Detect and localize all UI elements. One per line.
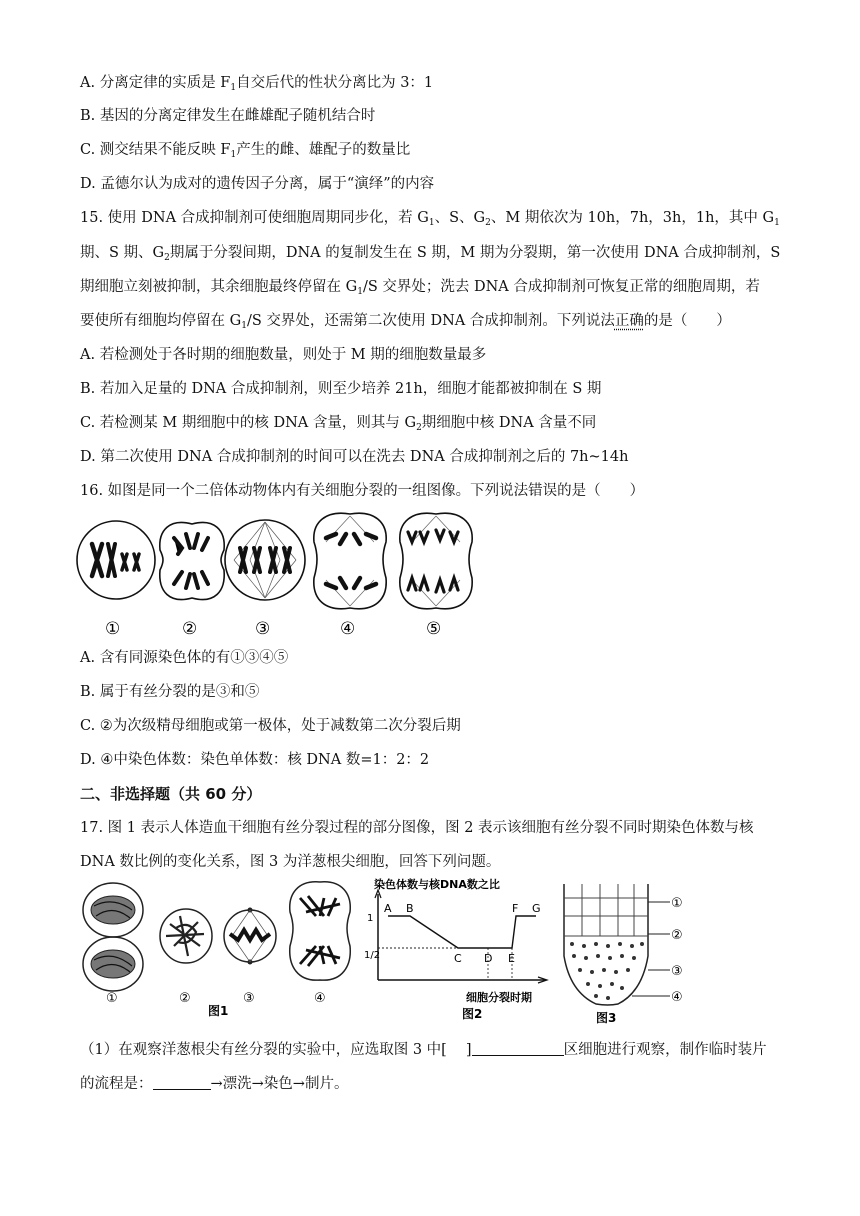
point-label-D: D xyxy=(484,952,493,965)
blank-region-name[interactable] xyxy=(472,1041,564,1056)
cell-label-4: ④ xyxy=(340,619,356,639)
fig1-caption: 图1 xyxy=(208,1004,229,1018)
fig1-label-1: ① xyxy=(106,991,118,1006)
ytick-half: 1/2 xyxy=(364,950,381,961)
q14-option-b: B. 基因的分离定律发生在雌雄配子随机结合时 xyxy=(80,108,376,124)
q16-option-d: D. ④中染色体数：染色单体数：核 DNA 数=1：2：2 xyxy=(80,752,430,768)
emphasis-correct: 正确 xyxy=(614,313,644,329)
q16-option-a: A. 含有同源染色体的有①③④⑤ xyxy=(80,650,289,666)
fig1-label-2: ② xyxy=(179,991,191,1006)
fig1-cell-4 xyxy=(290,882,351,980)
cell-label-1: ① xyxy=(105,619,121,639)
point-label-B: B xyxy=(406,902,414,915)
fig1-cell-1 xyxy=(83,883,143,991)
q17-stem-line2: DNA 数比例的变化关系，图 3 为洋葱根尖细胞，回答下列问题。 xyxy=(80,854,501,870)
q14-option-d: D. 孟德尔认为成对的遗传因子分离，属于“演绎”的内容 xyxy=(80,176,435,192)
cell-5 xyxy=(400,513,472,609)
q15-stem-line2: 期、S 期、$G_2$期属于分裂间期，DNA 的复制发生在 S 期，M 期为分裂期，第一次使用 DNA 合成抑制剂，S xyxy=(80,245,781,263)
q14-option-a: A. 分离定律的实质是 $F_1$自交后代的性状分离比为 3：1 xyxy=(80,75,434,93)
fig2-caption: 图2 xyxy=(462,1007,483,1021)
point-label-G: G xyxy=(532,902,541,915)
fig3-label-1: ① xyxy=(671,896,683,911)
root-tip-drawing xyxy=(564,884,670,1005)
q17-sub1-line2: 的流程是： →漂洗→染色→制片。 xyxy=(80,1076,349,1092)
point-label-F: F xyxy=(512,902,519,915)
fig1-label-4: ④ xyxy=(314,991,326,1006)
figure-2-chart xyxy=(366,876,556,1024)
chart-ylabel: 染色体数与核DNA数之比 xyxy=(374,878,500,891)
cell-2 xyxy=(160,522,224,599)
q15-option-c: C. 若检测某 M 期细胞中的核 DNA 含量，则其与 $G_2$期细胞中核 DNA 含量不同 xyxy=(80,415,597,433)
ytick-1: 1 xyxy=(367,913,374,924)
point-label-C: C xyxy=(454,952,462,965)
q15-stem-line3: 期细胞立刻被抑制，其余细胞最终停留在 $G_1/S$ 交界处；洗去 DNA 合成抑制剂可恢复正常的细胞周期，若 xyxy=(80,279,760,297)
figure-3 xyxy=(552,876,702,1026)
q15-stem-line4: 要使所有细胞均停留在 $G_1/S$ 交界处，还需第二次使用 DNA 合成抑制剂。下列说法正确的是（ ） xyxy=(80,313,731,331)
point-label-E: E xyxy=(508,952,515,965)
q17-sub1-line1: （1）在观察洋葱根尖有丝分裂的实验中，应选取图 3 中[ ] 区细胞进行观察，制作临时装片 xyxy=(80,1042,767,1058)
q15-option-b: B. 若加入足量的 DNA 合成抑制剂，则至少培养 21h，细胞才能都被抑制在 S 期 xyxy=(80,381,602,397)
cell-label-3: ③ xyxy=(255,619,271,639)
fig1-label-3: ③ xyxy=(243,991,255,1006)
q15-stem-line1: 15. 使用 DNA 合成抑制剂可使细胞周期同步化，若 $G_1$、S、$G_2$、M 期依次为 10h，7h，3h，1h，其中 $G_1$ xyxy=(80,210,780,228)
q14-option-c: C. 测交结果不能反映 $F_1$产生的雌、雄配子的数量比 xyxy=(80,142,411,160)
figure-1 xyxy=(80,876,370,1016)
fig1-cell-2 xyxy=(160,909,212,963)
q16-option-b: B. 属于有丝分裂的是③和⑤ xyxy=(80,684,260,700)
fig1-cell-3 xyxy=(224,908,276,965)
fig3-label-4: ④ xyxy=(671,990,683,1005)
q17-stem-line1: 17. 图 1 表示人体造血干细胞有丝分裂过程的部分图像，图 2 表示该细胞有丝分裂不同时期染色体数与核 xyxy=(80,820,754,836)
cell-label-5: ⑤ xyxy=(426,619,442,639)
cell-4 xyxy=(314,513,386,609)
point-label-A: A xyxy=(384,902,392,915)
cell-label-2: ② xyxy=(182,619,198,639)
cell-1 xyxy=(77,521,155,599)
fig3-caption: 图3 xyxy=(596,1011,617,1025)
fig3-label-2: ② xyxy=(671,928,683,943)
q15-option-a: A. 若检测处于各时期的细胞数量，则处于 M 期的细胞数量最多 xyxy=(80,347,487,363)
cell-3 xyxy=(225,520,305,600)
chart-xlabel: 细胞分裂时期 xyxy=(466,991,532,1004)
q16-stem: 16. 如图是同一个二倍体动物体内有关细胞分裂的一组图像。下列说法错误的是（ ） xyxy=(80,483,645,499)
q16-option-c: C. ②为次级精母细胞或第一极体，处于减数第二次分裂后期 xyxy=(80,718,461,734)
q15-option-d: D. 第二次使用 DNA 合成抑制剂的时间可以在洗去 DNA 合成抑制剂之后的 7h~14h xyxy=(80,449,629,465)
section-title: 二、非选择题（共 60 分） xyxy=(80,785,262,803)
q16-cell-figure xyxy=(74,508,474,638)
series-line xyxy=(388,916,536,948)
fig3-label-3: ③ xyxy=(671,964,683,979)
blank-procedure-step[interactable] xyxy=(153,1075,211,1090)
